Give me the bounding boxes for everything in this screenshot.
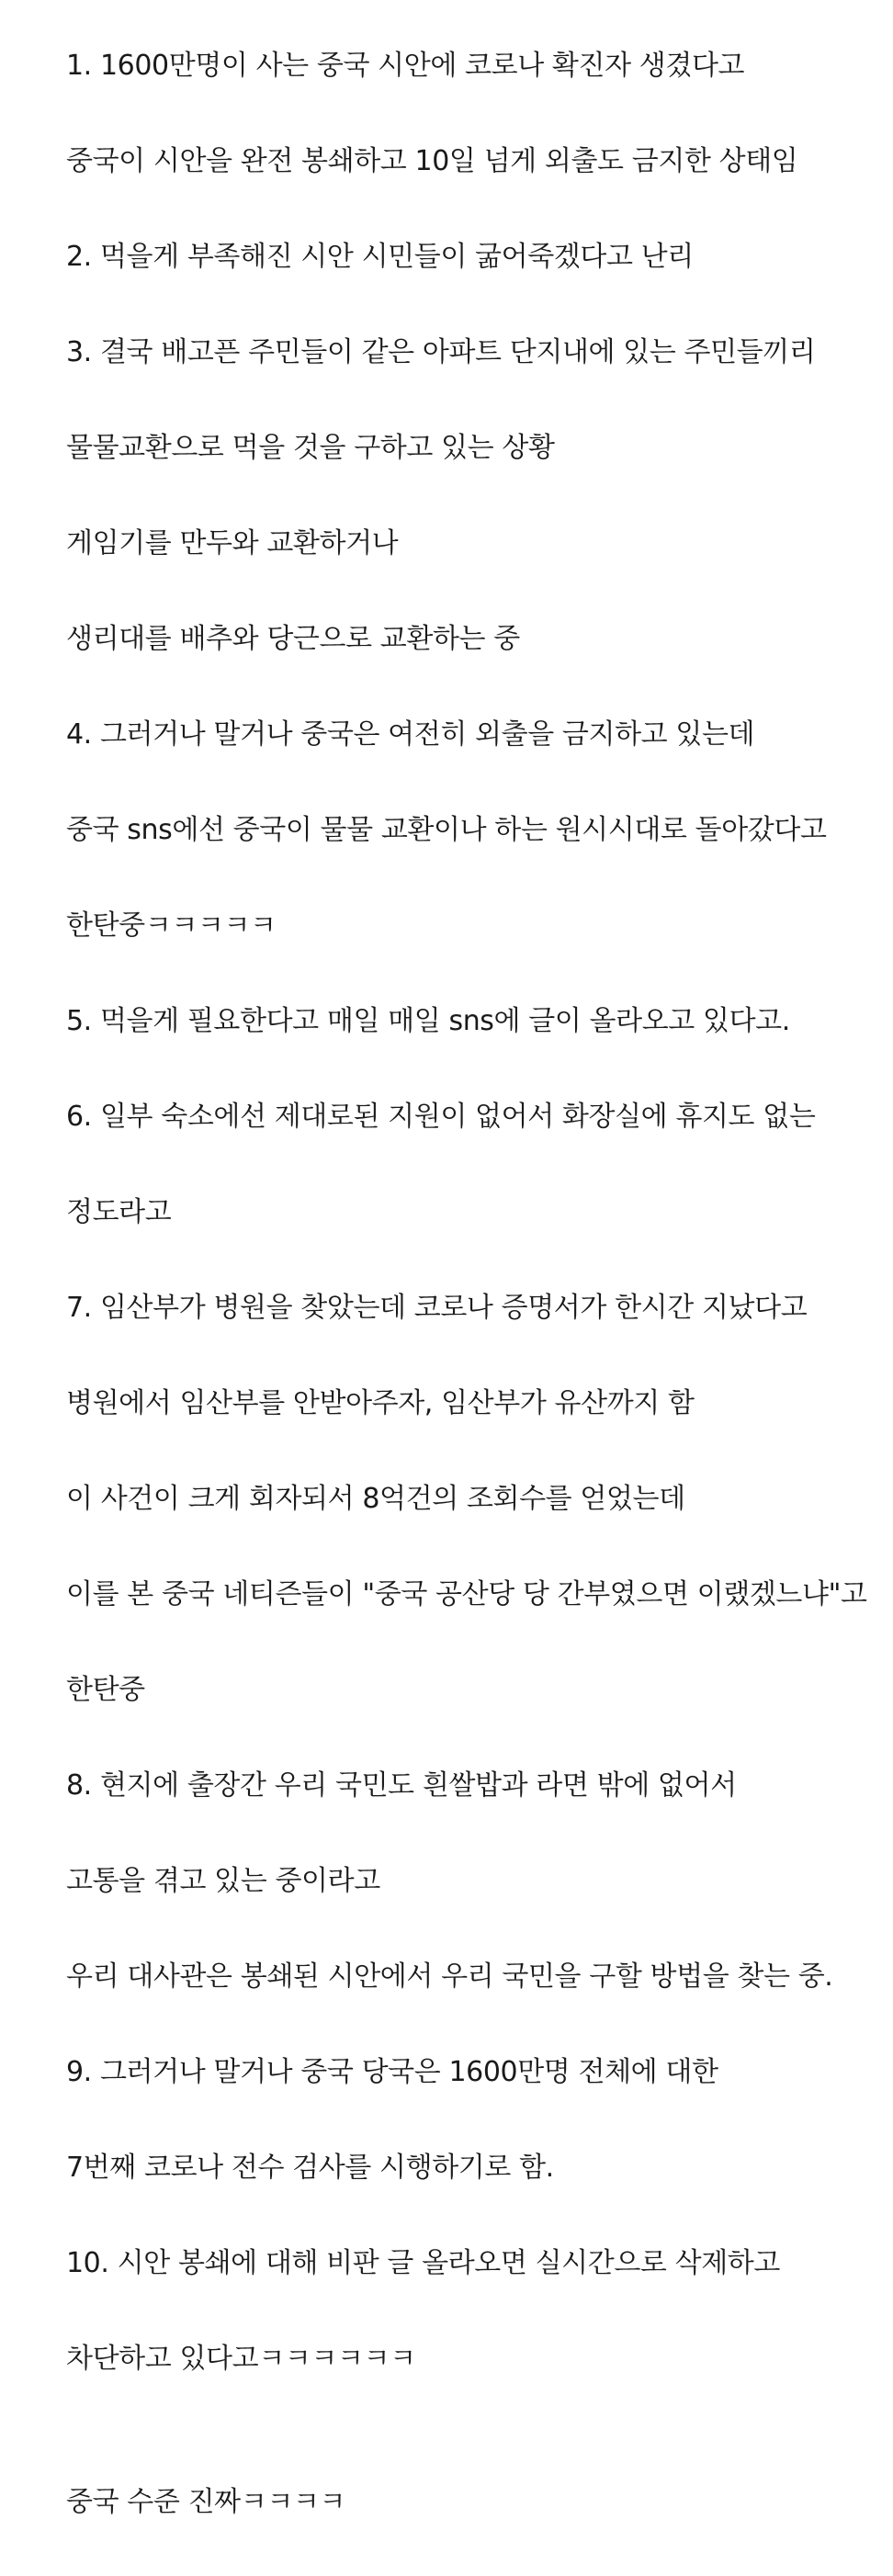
text-line: 3. 결국 배고픈 주민들이 같은 아파트 단지내에 있는 주민들끼리 bbox=[66, 336, 816, 368]
text-line: 정도라고 bbox=[66, 1196, 172, 1228]
text-line: 우리 대사관은 봉쇄된 시안에서 우리 국민을 구할 방법을 찾는 중. bbox=[66, 1960, 833, 1993]
text-line: 7. 임산부가 병원을 찾았는데 코로나 증명서가 한시간 지났다고 bbox=[66, 1292, 808, 1324]
text-line: 이 사건이 크게 회자되서 8억건의 조회수를 얻었는데 bbox=[66, 1483, 685, 1515]
text-line: 중국 sns에선 중국이 물물 교환이나 하는 원시시대로 돌아갔다고 bbox=[66, 814, 827, 846]
text-line: 5. 먹을게 필요한다고 매일 매일 sns에 글이 올라오고 있다고. bbox=[66, 1005, 790, 1037]
text-line: 1. 1600만명이 사는 중국 시안에 코로나 확진자 생겼다고 bbox=[66, 50, 745, 82]
text-line: 이를 본 중국 네티즌들이 "중국 공산당 당 간부였으면 이랬겠느냐"고 bbox=[66, 1578, 867, 1610]
text-line: 7번째 코로나 전수 검사를 시행하기로 함. bbox=[66, 2152, 554, 2184]
text-line: 병원에서 임산부를 안받아주자, 임산부가 유산까지 함 bbox=[66, 1387, 695, 1419]
text-line: 게임기를 만두와 교환하거나 bbox=[66, 527, 399, 559]
text-line: 차단하고 있다고ㅋㅋㅋㅋㅋㅋ bbox=[66, 2343, 416, 2375]
text-line: 한탄중ㅋㅋㅋㅋㅋ bbox=[66, 910, 277, 942]
text-line: 생리대를 배추와 당근으로 교환하는 중 bbox=[66, 623, 520, 655]
text-line: 중국이 시안을 완전 봉쇄하고 10일 넘게 외출도 금지한 상태임 bbox=[66, 145, 798, 177]
text-line: 2. 먹을게 부족해진 시안 시민들이 굶어죽겠다고 난리 bbox=[66, 241, 694, 273]
text-line: 6. 일부 숙소에선 제대로된 지원이 없어서 화장실에 휴지도 없는 bbox=[66, 1101, 816, 1133]
text-line: 고통을 겪고 있는 중이라고 bbox=[66, 1865, 380, 1897]
text-line: 10. 시안 봉쇄에 대해 비판 글 올라오면 실시간으로 삭제하고 bbox=[66, 2247, 780, 2279]
text-line: 물물교환으로 먹을 것을 구하고 있는 상황 bbox=[66, 432, 555, 464]
text-line: 한탄중 bbox=[66, 1674, 145, 1706]
text-line: 9. 그러거나 말거나 중국 당국은 1600만명 전체에 대한 bbox=[66, 2056, 718, 2088]
text-line: 중국 수준 진짜ㅋㅋㅋㅋ bbox=[66, 2486, 346, 2518]
text-line: 4. 그러거나 말거나 중국은 여전히 외출을 금지하고 있는데 bbox=[66, 718, 755, 751]
text-line: 8. 현지에 출장간 우리 국민도 흰쌀밥과 라면 밖에 없어서 bbox=[66, 1769, 737, 1802]
